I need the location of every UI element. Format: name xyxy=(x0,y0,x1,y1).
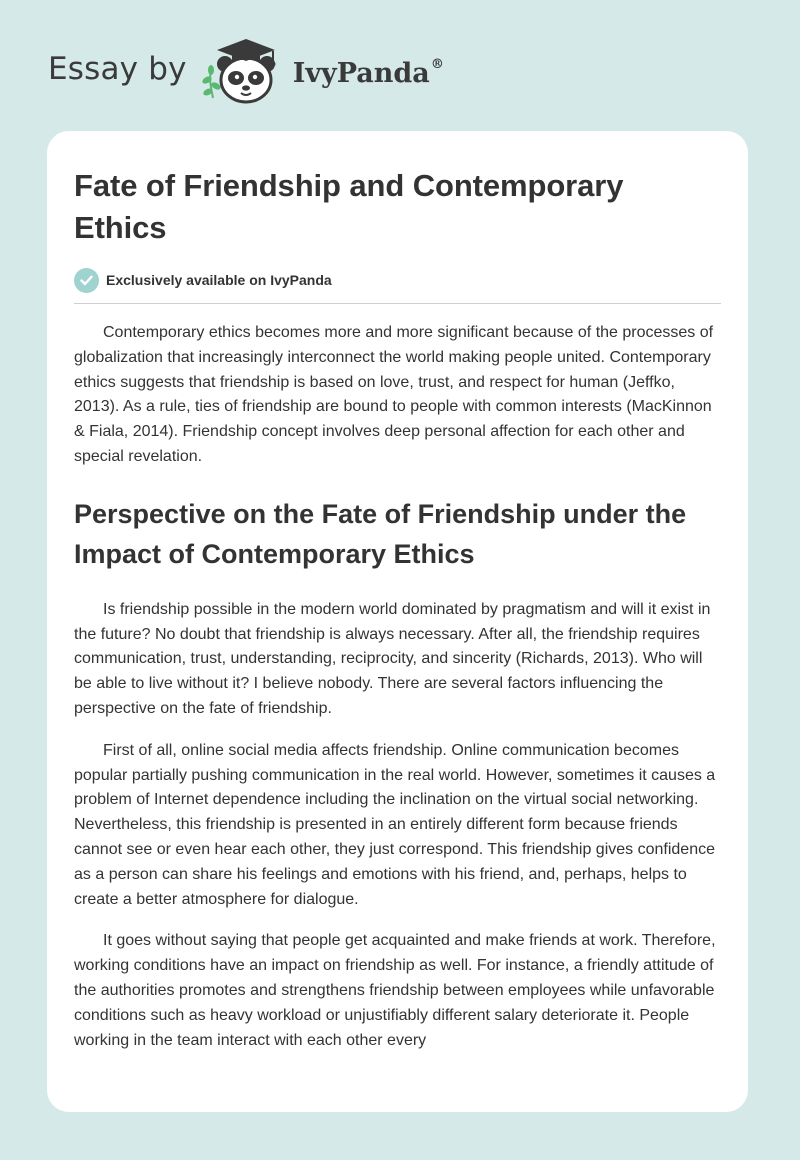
divider xyxy=(74,303,721,304)
essay-card xyxy=(47,131,748,1112)
intro-paragraph: Contemporary ethics becomes more and more significant because of the processes of globalization that increasingly interconnect the world making people united. Contemporary ethics suggests that friendship is based on love, trust, and respect for human (Jeffko, 2013). As a rule, ties of friendship are bound to people with common interests (MacKinnon & Fiala, 2014). Friendship concept involves deep personal affection for each other and special revelation. xyxy=(74,324,714,465)
section-heading: Perspective on the Fate of Friendship under the Impact of Contemporary Ethics xyxy=(74,498,687,569)
body-paragraph-2: First of all, online social media affects friendship. Online communication becomes popular partially pushing communication in the real world. However, sometimes it causes a problem of Internet dependence including the inclination on the virtual social networking. Nevertheless, this friendship is presented in an entirely different form because friends cannot see or even hear each other, they just correspond. This friendship gives confidence as a person can share his feelings and emotions with his friend, and, perhaps, helps to create a better atmosphere for dialogue. xyxy=(74,741,716,908)
registered-mark: ® xyxy=(430,56,444,72)
brand-prefix: Essay by xyxy=(48,51,187,87)
exclusive-label: Exclusively available on IvyPanda xyxy=(106,272,332,288)
body-paragraph-1: Is friendship possible in the modern world dominated by pragmatism and will it exist in the future? No doubt that friendship is always necessary. After all, the friendship requires communication, trust, understanding, reciprocity, and sincerity (Richards, 2013). Who will be able to live without it? I believe nobody. There are several factors influencing the perspective on the fate of friendship. xyxy=(74,600,711,717)
panda-graduate-icon[interactable] xyxy=(199,36,291,106)
essay-title: Fate of Friendship and Contemporary Ethics xyxy=(74,168,624,245)
exclusive-badge xyxy=(74,267,721,293)
check-icon xyxy=(74,268,99,293)
site-header xyxy=(48,36,444,106)
brand-name[interactable]: IvyPanda® xyxy=(292,56,444,89)
body-paragraph-3: It goes without saying that people get acquainted and make friends at work. Therefore, working conditions have an impact on friendship as well. For instance, a friendly attitude of the authorities promotes and strengthens friendship between employees while unfavorable conditions such as heavy workload or unjustifiably different salary deteriorate it. People working in the team interact with each other every xyxy=(74,932,716,1049)
